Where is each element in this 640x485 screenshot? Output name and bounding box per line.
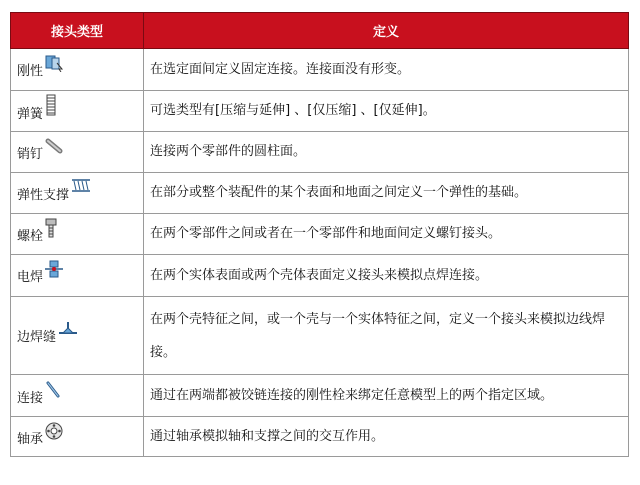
type-label: 轴承 [17,431,44,447]
bearing-icon [44,421,64,441]
spring-icon [44,94,58,116]
elastic-support-icon [70,178,92,194]
table-row [11,132,629,173]
table-row [11,49,629,91]
definition-cell: 在两个零部件之间或者在一个零部件和地面间定义螺钉接头。 [144,214,629,255]
edge-weld-icon [57,320,79,338]
table-row [11,91,629,132]
definition-cell: 在选定面间定义固定连接。连接面没有形变。 [144,49,629,91]
spot-weld-icon [44,260,64,278]
table-row [11,214,629,255]
link-icon [44,380,62,400]
table-row [11,255,629,297]
table-row [11,173,629,214]
type-cell [11,173,144,214]
type-cell [11,417,144,457]
type-label: 边焊缝 [17,330,57,345]
type-column-header: 接头类型 [11,13,144,49]
rigid-icon [44,54,64,72]
type-cell [11,49,144,91]
type-cell [11,132,144,173]
type-label: 电焊 [17,270,44,285]
type-label: 弹性支撑 [17,187,70,203]
definition-cell: 连接两个零部件的圆柱面。 [144,132,629,173]
connector-types-table [10,12,629,457]
type-cell [11,91,144,132]
definition-cell: 通过轴承模拟轴和支撑之间的交互作用。 [144,417,629,457]
type-label: 刚性 [17,64,44,79]
type-label: 弹簧 [17,107,44,122]
type-label: 螺栓 [17,229,44,244]
table-row [11,417,629,457]
header-row [11,13,629,49]
definition-cell: 在两个壳特征之间，或一个壳与一个实体特征之间，定义一个接头来模拟边线焊接。 [144,297,629,375]
pin-icon [44,137,66,155]
definition-column-header: 定义 [144,13,629,49]
type-cell [11,375,144,417]
table-row [11,297,629,375]
type-cell [11,297,144,375]
definition-cell: 通过在两端都被饺链连接的刚性栓来绑定任意模型上的两个指定区域。 [144,375,629,417]
definition-cell: 在部分或整个装配件的某个表面和地面之间定义一个弹性的基础。 [144,173,629,214]
type-cell [11,255,144,297]
definition-cell: 在两个实体表面或两个壳体表面定义接头来模拟点焊连接。 [144,255,629,297]
bolt-icon [44,218,58,238]
table-row [11,375,629,417]
type-label: 销钉 [17,146,44,162]
type-cell [11,214,144,255]
definition-cell: 可选类型有[压缩与延伸] 、[仅压缩] 、[仅延伸]。 [144,91,629,132]
type-label: 连接 [17,390,44,406]
